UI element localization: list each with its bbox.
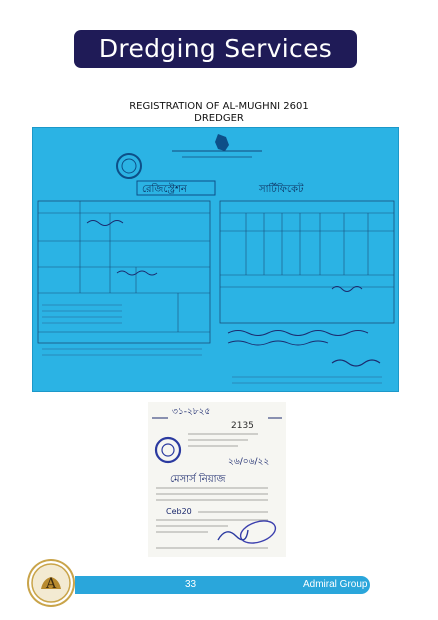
bangladesh-map-icon xyxy=(215,134,229,151)
letter-date: ২৬/০৬/২২ xyxy=(228,457,270,467)
page-title: Dredging Services xyxy=(74,30,357,68)
government-seal-icon xyxy=(117,154,141,178)
logo-letter: A xyxy=(45,576,57,592)
certificate-heading-right: সার্টিফিকেট xyxy=(259,184,304,195)
registration-certificate-image xyxy=(32,127,399,392)
footer-company-name: Admiral Group xyxy=(303,579,368,590)
letter-dredger-code: Ceb20 xyxy=(166,507,192,516)
letter-ref-number: 2135 xyxy=(231,421,254,431)
official-stamp-icon xyxy=(218,517,278,547)
authorization-letter-image xyxy=(148,402,286,557)
caption-line-1: REGISTRATION OF AL-MUGHNI 2601 xyxy=(129,101,309,112)
stamp-seal-icon xyxy=(156,438,180,462)
page-number: 33 xyxy=(185,579,197,590)
letter-company: মেসার্স নিয়াজ xyxy=(170,474,226,485)
certificate-heading-left: রেজিস্ট্রেশন xyxy=(142,184,187,195)
admiral-group-logo xyxy=(29,561,73,605)
caption-line-2: DREDGER xyxy=(194,113,244,124)
letter-top-number: ৩১-২৮২৫ xyxy=(172,407,211,417)
